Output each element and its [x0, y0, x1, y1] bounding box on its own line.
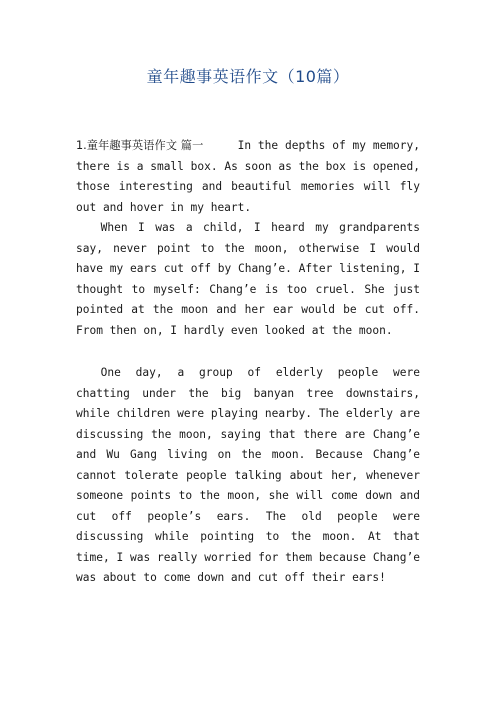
paragraph-1-text: In the depths of my memory, there is a small box. As soon as the box is opened, those interesting and beautiful memories will fly out and hover in my heart. [76, 139, 420, 214]
section-heading: 1.童年趣事英语作文 篇一 [76, 139, 204, 152]
document-body [76, 136, 420, 589]
paragraph-1 [76, 136, 420, 218]
paragraph-3: One day, a group of elderly people were chatting under the big banyan tree downstairs, while children were playing nearby. The elderly are discussing the moon, saying that there are Chang’e and Wu Gang living on the moon. Because Chang’e cannot tolerate people talking about her, whenever someone points to the moon, she will come down and cut off people’s ears. The old people were discussing while pointing to the moon. At that time, I was really worried for them because Chang’e was about to come down and cut off their ears! [76, 366, 420, 584]
paragraph-2: When I was a child, I heard my grandparents say, never point to the moon, otherwise I would have my ears cut off by Chang’e. After listening, I thought to myself: Chang’e is too cruel. She just pointed at the moon and her ear would be cut off. From then on, I hardly even looked at the moon. [76, 221, 420, 337]
document-title: 童年趣事英语作文（10篇） [146, 67, 350, 86]
